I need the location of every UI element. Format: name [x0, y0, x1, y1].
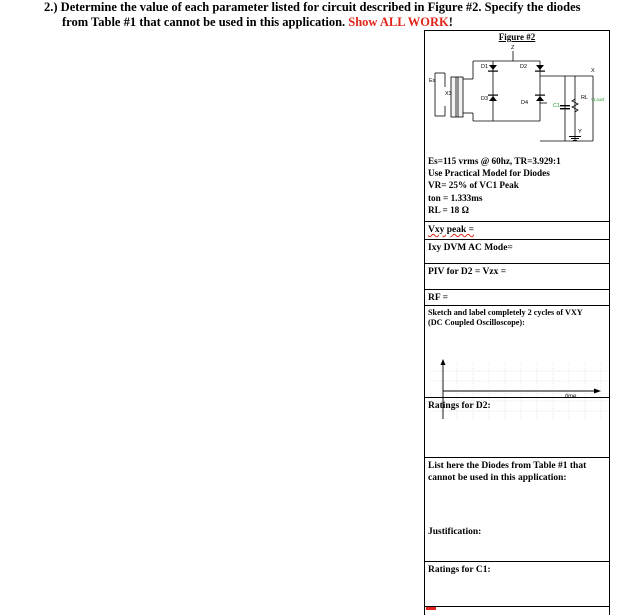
question-text [44, 0, 614, 30]
ratings-c1-row [425, 561, 609, 611]
sketch-instruction-2: (DC Coupled Oscilloscope): [428, 318, 525, 327]
rf-label: RF = [428, 293, 449, 303]
ratings-d2-row [425, 397, 609, 457]
list-diodes-label: List here the Diodes from Table #1 that cannot be used in this application: [428, 461, 587, 483]
question-line-1: 2.) Determine the value of each parameter listed for circuit described in Figure #2. Specify the diodes [44, 0, 581, 14]
source-es-label: Es [429, 78, 436, 84]
rf-row [425, 289, 609, 305]
question-line-2 [44, 15, 614, 30]
time-axis-label: time [565, 394, 577, 400]
diode-d3-label: D3 [481, 96, 489, 102]
show-all-work-emphasis: Show ALL WORK [348, 15, 449, 29]
ratings-c1-label: Ratings for C1: [428, 565, 491, 575]
diode-d1-label: D1 [481, 64, 489, 70]
transformer-label: X3 [445, 91, 452, 97]
ixy-dvm-label: Ixy DVM AC Mode= [428, 243, 513, 253]
node-x-label: X [591, 68, 595, 74]
spec-line: RL = 18 Ω [428, 204, 469, 215]
node-z-label: Z [511, 45, 515, 51]
diode-d2-label: D2 [520, 64, 528, 70]
answer-panel [424, 30, 610, 615]
figure-title: Figure #2 [498, 32, 536, 42]
piv-d2-label: PIV for D2 = Vzx = [428, 267, 507, 277]
ratings-d2-label: Ratings for D2: [428, 401, 491, 411]
spec-line: Use Practical Model for Diodes [428, 168, 550, 179]
piv-d2-row [425, 263, 609, 289]
diode-d4-label: D4 [521, 100, 529, 106]
vxy-peak-row [425, 221, 609, 239]
ixy-dvm-row [425, 239, 609, 263]
list-diodes-row [425, 457, 609, 561]
vxy-peak-label: Vxy peak = [428, 225, 475, 235]
vload-label: VLoad [591, 97, 605, 102]
capacitor-c1-label: C1 [553, 103, 561, 109]
question-line-2-suffix: ! [448, 15, 453, 29]
sketch-instruction: Sketch and label completely 2 cycles of VXY [428, 308, 583, 317]
spec-line: Es=115 vrms @ 60hz, TR=3.929:1 [428, 156, 561, 166]
circuit-specs [428, 155, 561, 216]
next-question-marker [426, 607, 436, 610]
spec-line: VR= 25% of VC1 Peak [428, 180, 519, 191]
next-row-edge [425, 606, 609, 616]
node-y-label: Y [578, 129, 582, 135]
spec-line: ton = 1.333ms [428, 192, 483, 203]
circuit-diagram [425, 41, 609, 153]
question-line-2-prefix: from Table #1 that cannot be used in this application. [62, 15, 349, 29]
justification-label: Justification: [428, 527, 482, 537]
resistor-rl-label: RL [581, 95, 589, 101]
